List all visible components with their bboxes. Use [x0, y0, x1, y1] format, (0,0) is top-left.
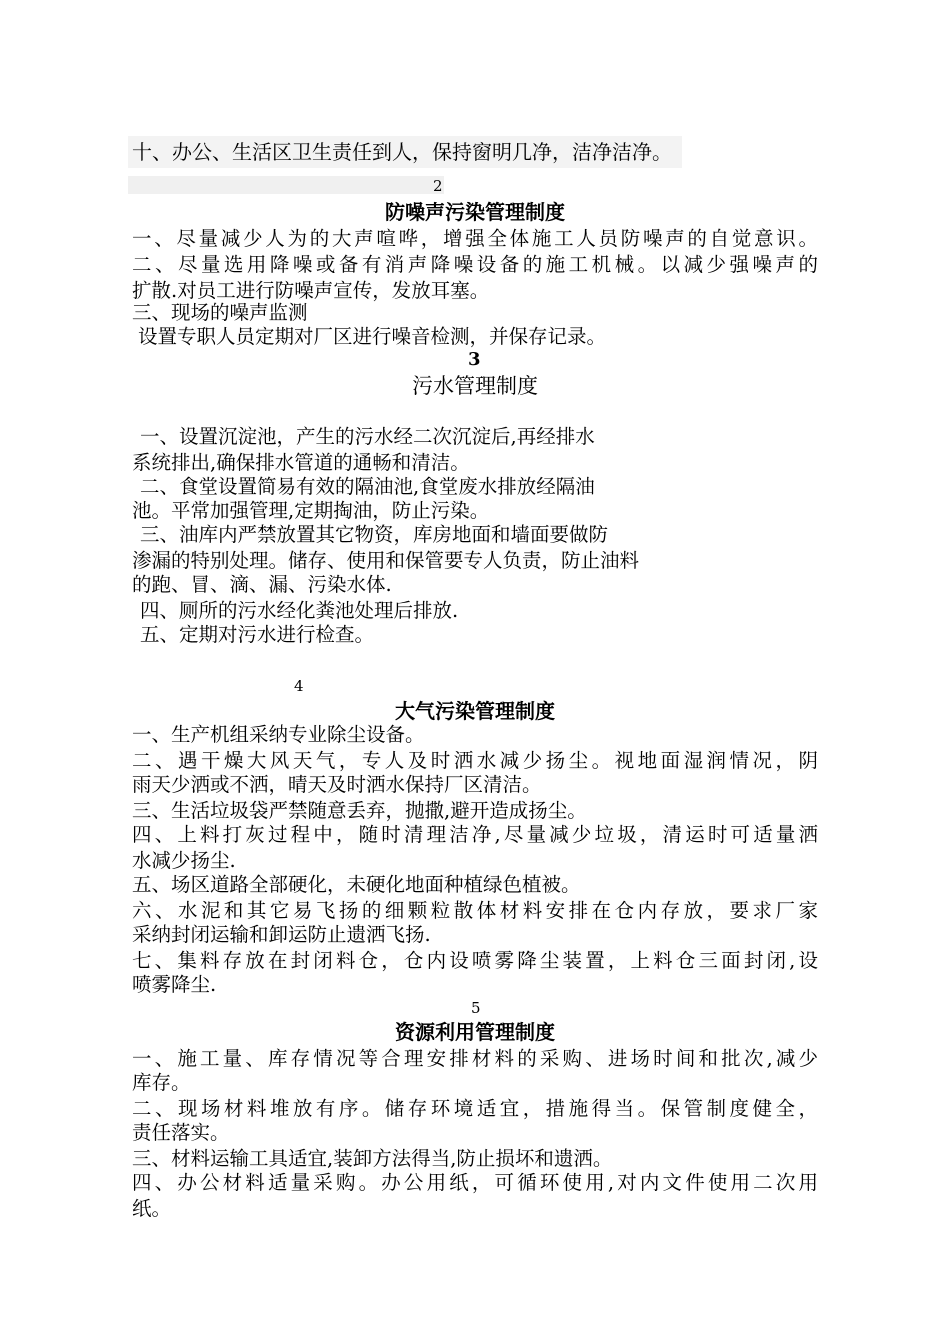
sewage-line-9: 五、定期对污水进行检查。	[140, 623, 375, 646]
sewage-line-7: 的跑、冒、滴、漏、污染水体.	[132, 573, 392, 596]
resource-line-1: 一、施工量、库存情况等合理安排材料的采购、进场时间和批次,减少	[132, 1047, 818, 1070]
resource-line-5: 三、材料运输工具适宜,装卸方法得当,防止损坏和遗洒。	[132, 1147, 613, 1170]
resource-line-2: 库存。	[132, 1071, 191, 1094]
noise-line-4: 三、现场的噪声监测	[132, 301, 308, 324]
resource-line-7: 纸。	[132, 1197, 172, 1220]
section-title-noise: 防噪声污染管理制度	[385, 200, 565, 224]
air-line-6: 水减少扬尘.	[132, 849, 236, 872]
air-line-2: 二、遇干燥大风天气，专人及时洒水减少扬尘。视地面湿润情况，阴	[132, 749, 818, 772]
resource-line-3: 二、现场材料堆放有序。储存环境适宜，措施得当。保管制度健全，	[132, 1097, 818, 1120]
section-title-sewage: 污水管理制度	[412, 374, 538, 398]
air-line-11: 喷雾降尘.	[132, 973, 217, 996]
sewage-line-5: 三、油库内严禁放置其它物资，库房地面和墙面要做防	[140, 523, 609, 546]
section-number-2: 2	[433, 177, 443, 195]
air-line-9: 采纳封闭运输和卸运防止遗洒飞扬.	[132, 923, 431, 946]
section-title-air: 大气污染管理制度	[395, 699, 555, 723]
noise-line-3: 扩散.对员工进行防噪声宣传，发放耳塞。	[132, 279, 490, 302]
section-number-4: 4	[294, 677, 304, 695]
noise-line-1: 一、尽量减少人为的大声喧哗，增强全体施工人员防噪声的自觉意识。	[132, 227, 818, 250]
sewage-line-3: 二、食堂设置简易有效的隔油池,食堂废水排放经隔油	[140, 475, 595, 498]
sewage-line-1: 一、设置沉淀池，产生的污水经二次沉淀后,再经排水	[140, 425, 595, 448]
sewage-line-2: 系统排出,确保排水管道的通畅和清洁。	[132, 451, 470, 474]
sewage-line-4: 池。平常加强管理,定期掏油，防止污染。	[132, 499, 490, 522]
air-line-7: 五、场区道路全部硬化，未硬化地面种植绿色植被。	[132, 873, 581, 896]
office-hygiene-line: 十、办公、生活区卫生责任到人，保持窗明几净，洁净洁净。	[128, 136, 682, 168]
air-line-4: 三、生活垃圾袋严禁随意丢弃，抛撒,避开造成扬尘。	[132, 799, 587, 822]
resource-line-6: 四、办公材料适量采购。办公用纸，可循环使用,对内文件使用二次用	[132, 1171, 818, 1194]
resource-line-4: 责任落实。	[132, 1121, 230, 1144]
section-number-5: 5	[471, 999, 481, 1017]
air-line-3: 雨天少洒或不洒，晴天及时洒水保持厂区清洁。	[132, 773, 542, 796]
air-line-5: 四、上料打灰过程中，随时清理洁净,尽量减少垃圾，清运时可适量洒	[132, 823, 818, 846]
section-number-3: 3	[468, 349, 481, 370]
air-line-1: 一、生产机组采纳专业除尘设备。	[132, 723, 425, 746]
air-line-10: 七、集料存放在封闭料仓，仓内设喷雾降尘装置，上料仓三面封闭,设	[132, 949, 818, 972]
noise-line-2: 二、尽量选用降噪或备有消声降噪设备的施工机械。以减少强噪声的	[132, 253, 818, 276]
air-line-8: 六、水泥和其它易飞扬的细颗粒散体材料安排在仓内存放，要求厂家	[132, 899, 818, 922]
sewage-line-8: 四、厕所的污水经化粪池处理后排放.	[140, 599, 459, 622]
gray-highlight-bar	[128, 176, 444, 194]
section-title-resource: 资源利用管理制度	[395, 1020, 555, 1044]
noise-line-5: 设置专职人员定期对厂区进行噪音检测，并保存记录。	[138, 325, 607, 348]
sewage-line-6: 渗漏的特别处理。储存、使用和保管要专人负责，防止油料	[132, 549, 640, 572]
